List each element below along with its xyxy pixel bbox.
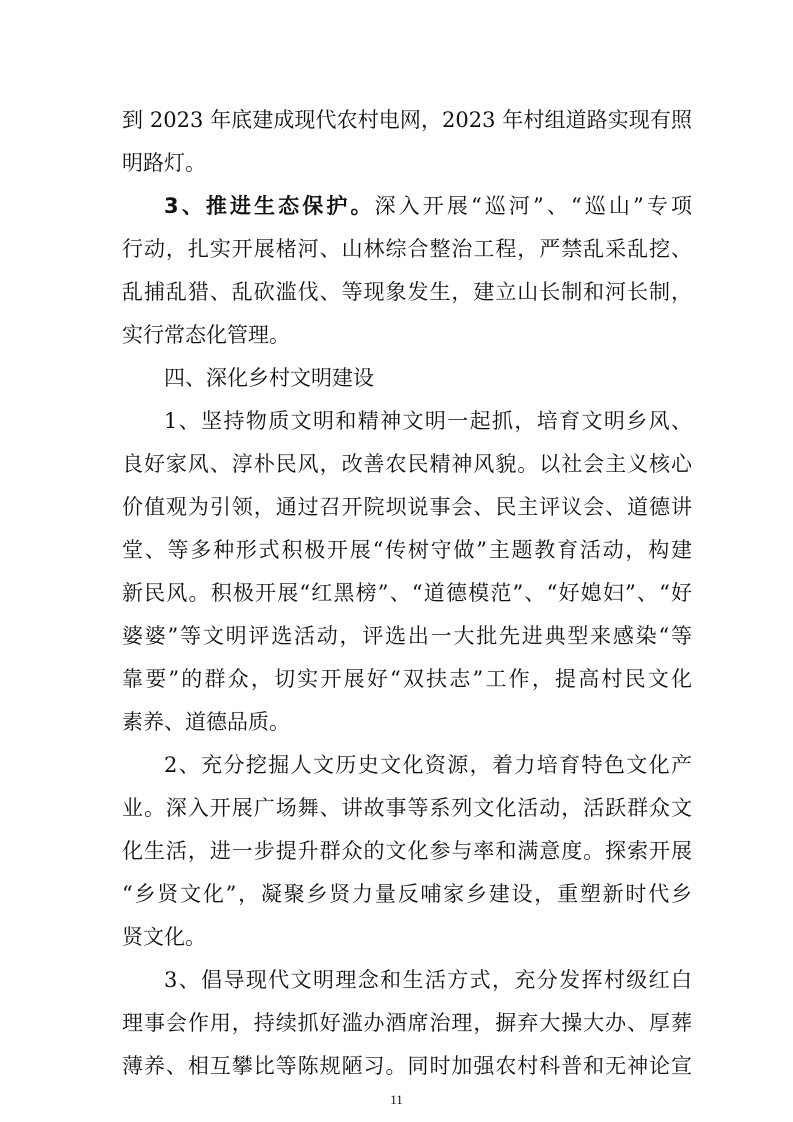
section-heading: 四、深化乡村文明建设 [164, 366, 374, 390]
paragraph-line: 到 2023 年底建成现代农村电网，2023 年村组道路实现有照 [122, 108, 692, 132]
paragraph-line: 良好家风、淳朴民风，改善农民精神风貌。以社会主义核心 [122, 452, 692, 476]
paragraph-line: 明路灯。 [122, 151, 206, 175]
paragraph-line: 3、倡导现代文明理念和生活方式，充分发挥村级红白 [164, 968, 692, 992]
paragraph-line: 堂、等多种形式积极开展“传树守做”主题教育活动，构建 [122, 538, 692, 562]
paragraph-line: 新民风。积极开展“红黑榜”、“道德模范”、“好媳妇”、“好 [122, 581, 692, 605]
paragraph-line: 业。深入开展广场舞、讲故事等系列文化活动，活跃群众文 [122, 796, 692, 820]
paragraph-line: 化生活，进一步提升群众的文化参与率和满意度。探索开展 [122, 839, 692, 863]
paragraph-line: 1、坚持物质文明和精神文明一起抓，培育文明乡风、 [164, 409, 692, 433]
bold-subheading: 3、推进生态保护。 [164, 194, 375, 218]
paragraph-text: 深入开展“巡河”、“巡山”专项 [374, 194, 692, 218]
paragraph-line: 素养、道德品质。 [122, 710, 290, 734]
paragraph-line: 贤文化。 [122, 925, 206, 949]
paragraph-line: 理事会作用，持续抓好滥办酒席治理，摒弃大操大办、厚葬 [122, 1011, 692, 1035]
paragraph-line: 靠要”的群众，切实开展好“双扶志”工作，提高村民文化 [122, 667, 692, 691]
paragraph-line: 2、充分挖掘人文历史文化资源，着力培育特色文化产 [164, 753, 692, 777]
paragraph-line: 薄养、相互攀比等陈规陋习。同时加强农村科普和无神论宣 [122, 1054, 692, 1078]
paragraph-line: 实行常态化管理。 [122, 323, 290, 347]
paragraph-line: 行动，扎实开展楮河、山林综合整治工程，严禁乱采乱挖、 [122, 237, 692, 261]
page-number: 11 [390, 1092, 403, 1107]
paragraph-line: 乱捕乱猎、乱砍滥伐、等现象发生，建立山长制和河长制， [122, 280, 692, 304]
paragraph-first-line [164, 191, 692, 221]
paragraph-line: 婆婆”等文明评选活动，评选出一大批先进典型来感染“等 [122, 624, 692, 648]
paragraph-line: 价值观为引领，通过召开院坝说事会、民主评议会、道德讲 [122, 495, 692, 519]
paragraph-line: “乡贤文化”，凝聚乡贤力量反哺家乡建设，重塑新时代乡 [122, 882, 692, 906]
